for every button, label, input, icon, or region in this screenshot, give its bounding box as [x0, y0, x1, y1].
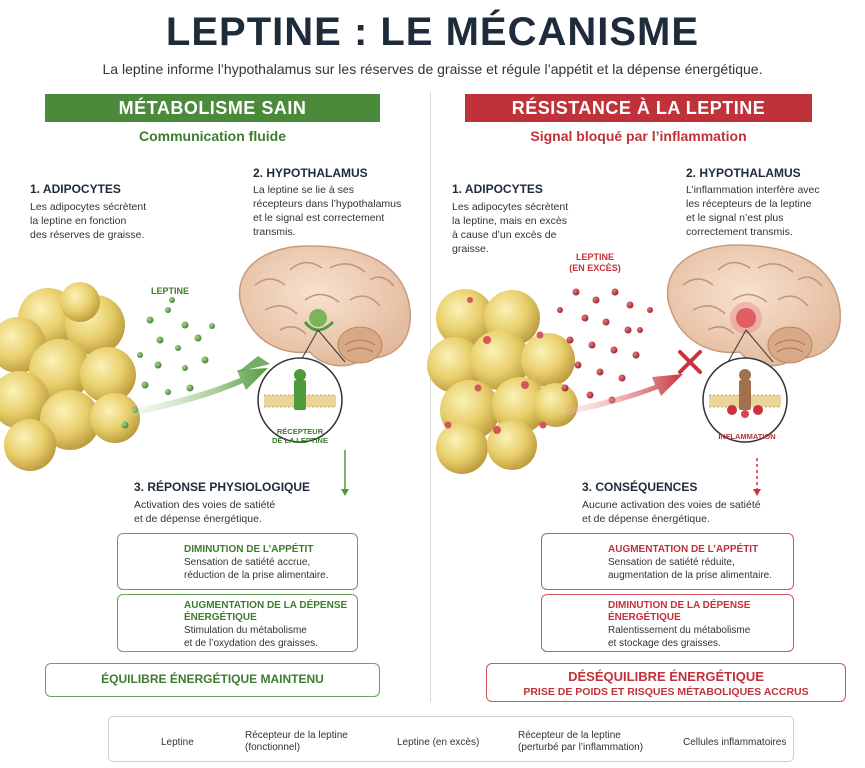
resistance-subtitle: Signal bloqué par l’inflammation — [530, 128, 747, 144]
right-step2-text: L’inflammation interfère avec les récepteurs de la leptine et le signal n’est plus correctement transmis. — [686, 184, 820, 238]
legend-leptine: Leptine — [161, 737, 194, 748]
left-step3-text: Activation des voies de satiété et de dépense énergétique. — [134, 499, 276, 525]
signal-arrow-left — [130, 368, 268, 416]
left-card2-text: Stimulation du métabolisme et de l’oxydation des graisses. — [184, 625, 318, 649]
healthy-subtitle: Communication fluide — [139, 128, 286, 144]
blocked-x-icon — [680, 352, 700, 372]
right-card1-title: AUGMENTATION DE L’APPÉTIT — [608, 544, 759, 555]
resistance-banner: RÉSISTANCE À LA LEPTINE — [465, 94, 812, 122]
legend-inflammatory-cells: Cellules inflammatoires — [683, 737, 787, 748]
receptor-circle-right — [703, 358, 787, 442]
right-card1-text: Sensation de satiété réduite, augmentation de la prise alimentaire. — [608, 557, 772, 581]
left-step3-title: 3. RÉPONSE PHYSIOLOGIQUE — [134, 480, 311, 494]
healthy-banner: MÉTABOLISME SAIN — [45, 94, 380, 122]
leptine-dots-left — [122, 297, 216, 429]
right-final-subtitle: PRISE DE POIDS ET RISQUES MÉTABOLIQUES ACCRUS — [523, 686, 809, 698]
legend-excess-leptine: Leptine (en excès) — [397, 737, 480, 748]
left-step2-text: La leptine se lie à ses récepteurs dans l’hypothalamus et le signal est correctement transmis. — [253, 184, 402, 238]
adipocytes-left-icon — [0, 282, 140, 471]
right-card-expenditure — [541, 594, 794, 652]
right-final-box — [486, 663, 846, 702]
left-card2-title: AUGMENTATION DE LA DÉPENSE ÉNERGÉTIQUE — [184, 600, 348, 623]
right-step1-text: Les adipocytes sécrètent la leptine, mais en excès à cause d’un excès de graisse. — [452, 201, 569, 255]
left-final-box: ÉQUILIBRE ÉNERGÉTIQUE MAINTENU — [45, 663, 380, 697]
leptine-excess-label: LEPTINE (EN EXCÈS) — [569, 252, 621, 273]
right-step3-text: Aucune activation des voies de satiété et de dépense énergétique. — [582, 499, 761, 525]
right-final-title: DÉSÉQUILIBRE ÉNERGÉTIQUE — [568, 669, 764, 684]
brain-right-icon — [668, 245, 841, 366]
left-step1-title: 1. ADIPOCYTES — [30, 182, 121, 196]
right-card-appetite — [541, 533, 794, 590]
legend-receptor: Récepteur de la leptine (fonctionnel) — [245, 730, 348, 753]
leptine-label: LEPTINE — [150, 286, 189, 296]
legend-disrupted-receptor: Récepteur de la leptine (perturbé par l’inflammation) — [518, 730, 644, 753]
right-step1-title: 1. ADIPOCYTES — [452, 182, 543, 196]
brain-left-icon — [240, 246, 411, 366]
page-subtitle: La leptine informe l’hypothalamus sur les réserves de graisse et régule l’appétit et la dépense énergétique. — [102, 61, 763, 77]
right-card2-title: DIMINUTION DE LA DÉPENSE ÉNERGÉTIQUE — [608, 600, 751, 623]
left-step1-text: Les adipocytes sécrètent la leptine en fonction des réserves de graisse. — [30, 201, 147, 241]
adipocytes-right-icon — [427, 289, 578, 474]
left-step2-title: 2. HYPOTHALAMUS — [253, 166, 368, 180]
page-title: LEPTINE : LE MÉCANISME — [165, 10, 700, 54]
right-step3-title: 3. CONSÉQUENCES — [582, 480, 698, 494]
left-card1-text: Sensation de satiété accrue, réduction de la prise alimentaire. — [184, 557, 329, 581]
left-card-expenditure — [117, 594, 358, 652]
receptor-label: RÉCEPTEUR DE LA LEPTINE — [272, 427, 328, 445]
legend — [108, 716, 794, 762]
left-card-appetite — [117, 533, 358, 590]
left-card1-title: DIMINUTION DE L’APPÉTIT — [184, 544, 314, 555]
right-step2-title: 2. HYPOTHALAMUS — [686, 166, 801, 180]
right-card2-text: Ralentissement du métabolisme et stockage des graisses. — [608, 625, 751, 649]
leptine-dots-right — [557, 289, 653, 404]
inflammation-label: INFLAMMATION — [718, 432, 776, 441]
